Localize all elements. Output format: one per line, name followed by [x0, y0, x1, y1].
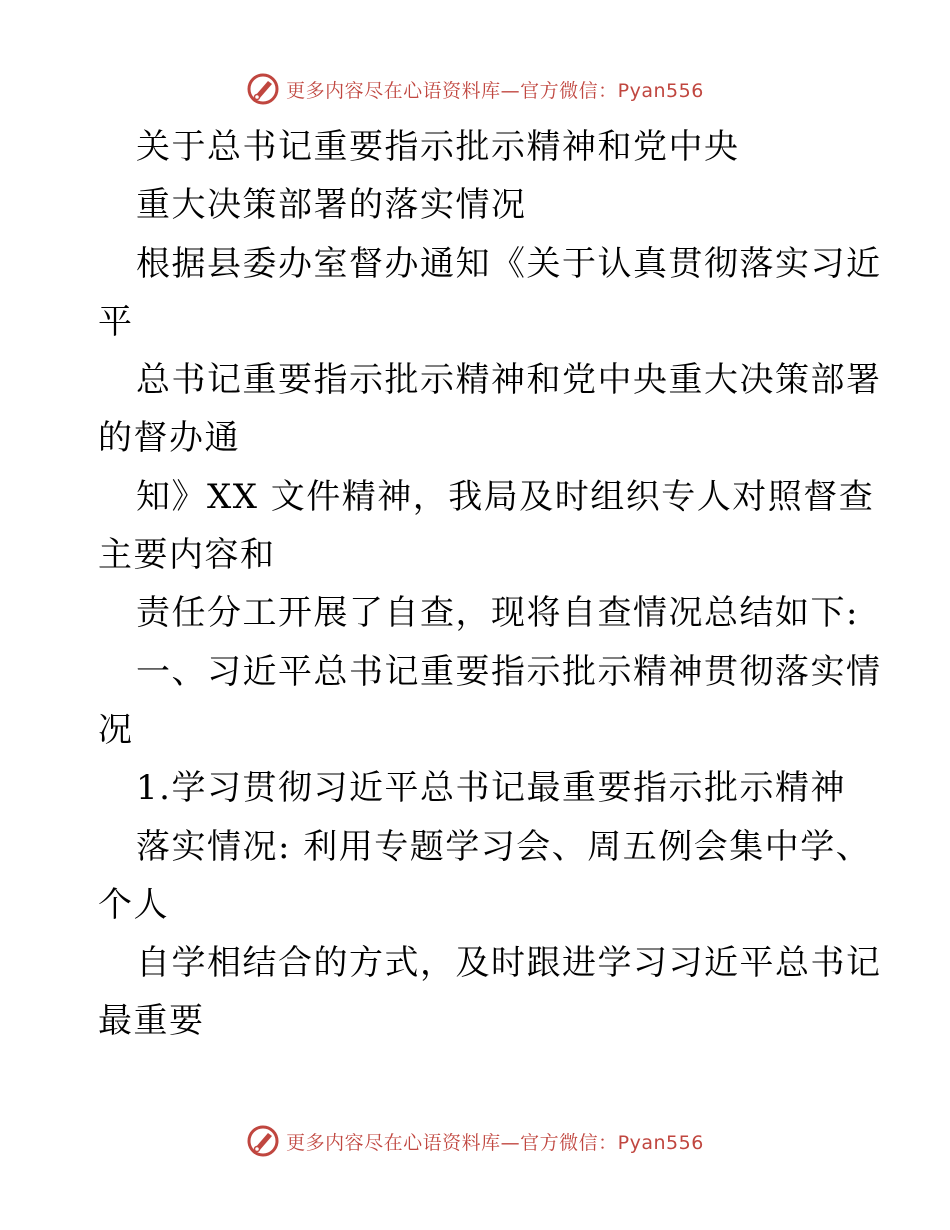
text-line: 重大决策部署的落实情况 [136, 185, 527, 226]
header-watermark [0, 72, 950, 106]
text-line: 责任分工开展了自查，现将自查情况总结如下: [136, 593, 859, 634]
text-line: 根据县委办室督办通知《关于认真贯彻落实习近 [136, 243, 882, 284]
watermark-text: 更多内容尽在心语资料库—官方微信：Pyan556 [286, 1131, 704, 1154]
text-line: 知》XX 文件精神，我局及时组织专人对照督查 [136, 476, 875, 517]
text-line: 最重要 [98, 1001, 205, 1042]
pen-logo-icon [246, 72, 280, 106]
text-line: 1.学习贯彻习近平总书记最重要指示批示精神 [136, 768, 846, 809]
text-line: 况 [98, 709, 134, 750]
document-body [98, 118, 882, 1051]
text-line: 关于总书记重要指示批示精神和党中央 [136, 127, 740, 167]
text-line: 落实情况: 利用专题学习会、周五例会集中学、 [136, 826, 872, 867]
text-line: 平 [98, 301, 134, 342]
pen-logo-icon [246, 1124, 280, 1158]
text-line: 自学相结合的方式，及时跟进学习习近平总书记 [136, 943, 882, 984]
watermark-text: 更多内容尽在心语资料库—官方微信：Pyan556 [286, 79, 704, 102]
text-line: 个人 [98, 884, 169, 925]
text-line: 一、习近平总书记重要指示批示精神贯彻落实情 [136, 651, 882, 692]
text-line: 的督办通 [98, 418, 240, 459]
footer-watermark [0, 1124, 950, 1158]
text-line: 总书记重要指示批示精神和党中央重大决策部署 [136, 360, 882, 401]
text-line: 主要内容和 [98, 535, 276, 576]
